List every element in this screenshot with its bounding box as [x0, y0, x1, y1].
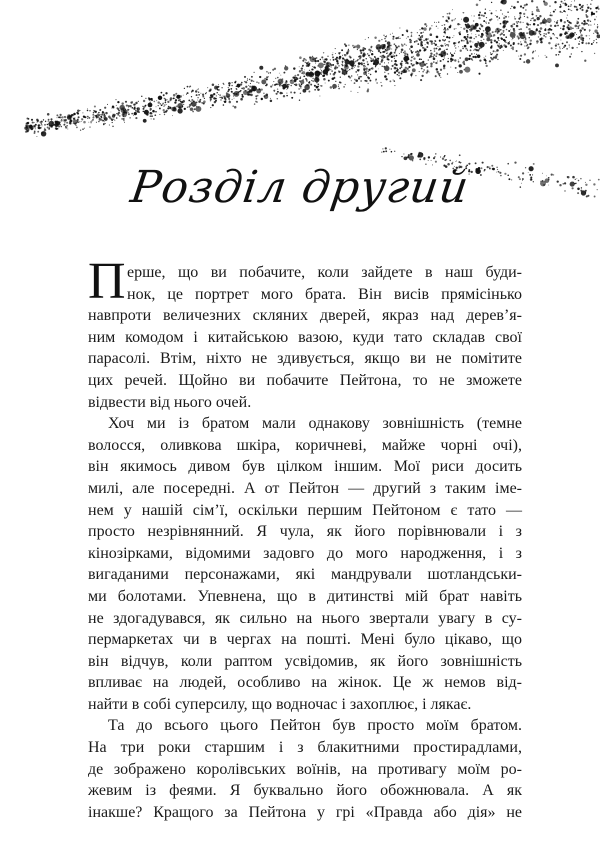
text-line: кінозірками, відомими задовго до мого народження, і з: [88, 544, 522, 562]
text-line: волосся, оливкова шкіра, коричневі, майже чорні очі),: [88, 436, 522, 454]
text-line: просто незрівнянний. Я чула, як його порівнювали і з: [88, 523, 522, 541]
text-line: він відчув, коли раптом усвідомив, як його зовнішність: [88, 652, 522, 670]
chapter-title: Розділ другий: [127, 162, 473, 213]
text-line: На три роки старшим і з блакитними простирадлами,: [88, 739, 522, 757]
text-line: не здогадувався, як сильно на нього звертали увагу в су-: [88, 609, 522, 627]
text-line: ерше, що ви побачите, коли зайдете в наш буди-: [127, 264, 522, 281]
text-line: парасолі. Втім, ніхто не здивується, якщо ви не помітите: [88, 350, 522, 368]
text-line: інакше? Кращого за Пейтона у грі «Правда або дія» не: [88, 803, 522, 821]
text-line: він якимось дивом був цілком іншим. Мої риси досить: [88, 458, 522, 476]
text-line: нем у нашій сім’ї, оскільки першим Пейтоном є тато —: [88, 501, 522, 519]
text-line: вигаданими персонажами, які мандрували шотландськи-: [88, 566, 522, 584]
text-line: найти в собі суперсилу, що водночас і захоплює, і лякає.: [88, 695, 472, 713]
text-line: нок, це портрет мого брата. Він висів прямісінько: [127, 285, 522, 303]
text-line: жевим із феями. Я буквально його обожнювала. А як: [88, 782, 522, 800]
text-line: де зображено королівських воїнів, на противагу моїм ро-: [88, 760, 522, 778]
text-line: цих речей. Щойно ви побачите Пейтона, то не зможете: [88, 371, 522, 389]
drop-cap: П: [88, 253, 126, 310]
text-line: навпроти величезних скляних дверей, якраз над дерев’я-: [88, 307, 522, 325]
text-line: відвести від нього очей.: [88, 393, 252, 411]
text-line: впливає на людей, особливо на жінок. Це ж немов від-: [88, 674, 522, 692]
text-line: ним комодом і китайською вазою, куди тато складав свої: [88, 328, 522, 346]
text-line: Хоч ми із братом мали однакову зовнішність (темне: [108, 415, 522, 433]
text-line: ми болотами. Упевнена, що в дитинстві мій брат навіть: [88, 587, 522, 605]
text-line: милі, але посередні. А от Пейтон — другий з таким іме-: [88, 479, 522, 497]
text-line: Та до всього цього Пейтон був просто моїм братом.: [108, 717, 522, 735]
body-text: [88, 262, 522, 823]
text-line: пермаркетах чи в чергах на пошті. Мені було цікаво, що: [88, 631, 522, 649]
